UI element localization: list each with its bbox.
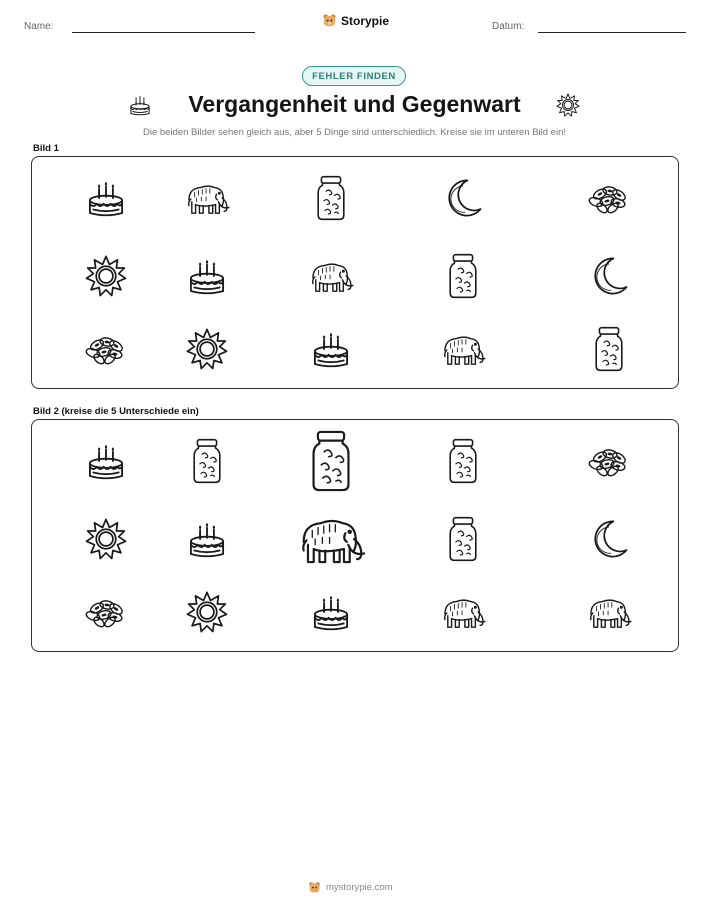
picture2-cell-cake[interactable]: [83, 438, 129, 484]
picture1-cell-cake: [308, 326, 354, 372]
picture2-cell-jar-large[interactable]: [309, 429, 353, 493]
picture2-cell-cake[interactable]: [184, 516, 230, 562]
picture1-cell-mammoth: [307, 257, 355, 295]
picture1-cell-moon: [441, 175, 485, 221]
cake-icon: [83, 175, 129, 221]
date-field[interactable]: [538, 32, 686, 33]
name-label: Name:: [24, 21, 54, 32]
mammoth-icon: [585, 593, 633, 631]
mammoth-icon: [183, 179, 231, 217]
brand-name: Storypie: [341, 13, 390, 28]
picture2-cell-jar[interactable]: [191, 437, 223, 485]
mammoth-icon: [439, 593, 487, 631]
mammoth-icon: [307, 257, 355, 295]
title-sun-icon: [555, 92, 581, 123]
picture1-cell-jar: [593, 325, 625, 373]
brand-logo: [322, 13, 389, 28]
picture1-cell-jar: [315, 174, 347, 222]
seeds-icon: [587, 445, 631, 477]
picture1-cell-jar: [447, 252, 479, 300]
picture2-cell-sun[interactable]: [184, 589, 230, 635]
picture1-cell-cake: [184, 253, 230, 299]
picture1-cell-moon: [587, 253, 631, 299]
page-title: Vergangenheit und Gegenwart: [188, 91, 521, 117]
picture1-label: Bild 1: [33, 143, 59, 154]
seeds-icon: [587, 182, 631, 214]
cake-icon: [184, 253, 230, 299]
cake-icon: [308, 589, 354, 635]
storypie-logo-icon: [308, 881, 321, 894]
picture2-cell-seeds[interactable]: [84, 596, 128, 628]
instructions: Die beiden Bilder sehen gleich aus, aber 5 Dinge sind unterschiedlich. Kreise sie im unteren Bild ein!: [143, 127, 566, 138]
cake-icon: [308, 326, 354, 372]
mammoth-icon: [439, 330, 487, 368]
picture2-cell-cake[interactable]: [308, 589, 354, 635]
storypie-logo-icon: [322, 13, 337, 28]
jar-icon: [191, 437, 223, 485]
picture2-cell-moon[interactable]: [587, 516, 631, 562]
picture1-cell-seeds: [587, 182, 631, 214]
picture2-cell-mammoth[interactable]: [439, 593, 487, 631]
picture1-cell-seeds: [84, 333, 128, 365]
date-label: Datum:: [492, 21, 525, 32]
jar-icon: [447, 437, 479, 485]
jar-icon: [315, 174, 347, 222]
moon-icon: [441, 175, 485, 221]
moon-icon: [587, 516, 631, 562]
picture2-panel[interactable]: [31, 419, 679, 652]
jar-icon: [447, 252, 479, 300]
picture1-cell-cake: [83, 175, 129, 221]
exercise-badge: FEHLER FINDEN: [302, 66, 406, 86]
jar-icon: [309, 429, 353, 493]
jar-icon: [593, 325, 625, 373]
sun-icon: [184, 589, 230, 635]
mammoth-icon: [295, 510, 367, 568]
picture2-cell-seeds[interactable]: [587, 445, 631, 477]
picture2-cell-mammoth-large[interactable]: [295, 510, 367, 568]
seeds-icon: [84, 333, 128, 365]
sun-icon: [83, 516, 129, 562]
footer-site: mystorypie.com: [326, 882, 393, 893]
picture1-cell-mammoth: [439, 330, 487, 368]
picture1-cell-sun: [83, 253, 129, 299]
jar-icon: [447, 515, 479, 563]
picture2-cell-sun[interactable]: [83, 516, 129, 562]
moon-icon: [587, 253, 631, 299]
sun-icon: [83, 253, 129, 299]
picture2-label: Bild 2 (kreise die 5 Unterschiede ein): [33, 406, 199, 417]
footer: [308, 881, 393, 894]
picture1-panel: [31, 156, 679, 389]
picture2-cell-jar[interactable]: [447, 437, 479, 485]
picture1-cell-sun: [184, 326, 230, 372]
sun-icon: [184, 326, 230, 372]
picture1-cell-mammoth: [183, 179, 231, 217]
cake-icon: [184, 516, 230, 562]
picture2-cell-jar[interactable]: [447, 515, 479, 563]
picture2-cell-mammoth[interactable]: [585, 593, 633, 631]
name-field[interactable]: [72, 32, 255, 33]
seeds-icon: [84, 596, 128, 628]
cake-icon: [83, 438, 129, 484]
